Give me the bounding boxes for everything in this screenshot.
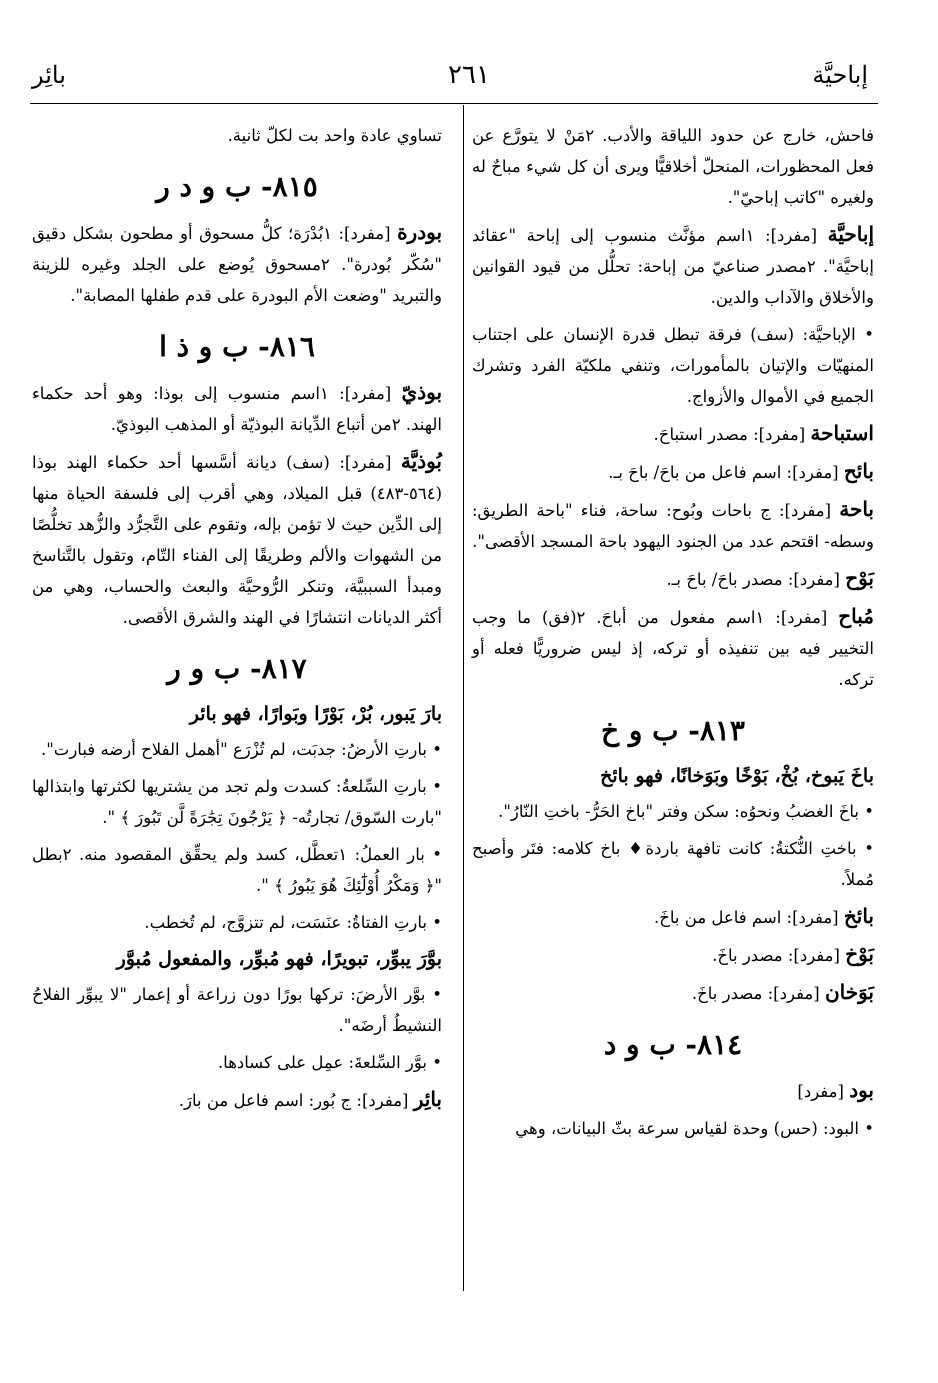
headword: مُباح: [838, 604, 875, 628]
root-heading: ٨١٣- ب و خ: [601, 714, 745, 747]
headword: استباحة: [810, 421, 874, 445]
left-column: [32, 120, 442, 1122]
definition: [مفرد]: ١اسم مؤنَّث منسوب إلى إباحة "عقائد إباحيَّة". ٢مصدر صناعيّ من إباحة: تحلُّل من قيود القوانين والأخلاق والآداب والدين.: [472, 226, 874, 307]
running-head-right: إباحيَّة: [812, 61, 868, 89]
headword: بودرة: [397, 220, 443, 244]
headword: بائِر: [413, 1087, 442, 1111]
definition: [مفرد]: اسم فاعل من باحَ/ باحَ بـ.: [608, 463, 844, 482]
header-rule: [30, 103, 878, 104]
definition: [مفرد]: (سف) ديانة أسَّسها أحد حكماء الهند بوذا (٥٦٤-٤٨٣) قبل الميلاد، وهي أقرب إلى فلسفة الحياة منها إلى الدِّين حيث لا تؤمن بإله، وتقوم على التَّجرُّد والزُّهد تخلُّصًا من الشهوات والألم وطريقًا إلى الفناء التّام، وتقول بالتَّناسخ ومبدأ السببيَّة، وتنكر الرُّوحيَّة والبعث والحساب، وهي من أكثر الديانات انتشارًا في الهند والشرق الأقصى.: [32, 453, 442, 627]
definition: [مفرد]: مصدر باحَ/ باحَ بـ.: [666, 570, 846, 589]
entry: [472, 494, 874, 557]
definition: [مفرد]: مصدر استباحَ.: [653, 425, 811, 444]
page-number: ٢٦١: [448, 60, 490, 90]
entry: [32, 1084, 442, 1116]
sub-entry: • بارتِ الأرضُ: جدبَت، لم تُزْرَع "أهمل الفلاح أرضه فبارت".: [40, 740, 442, 759]
definition: [مفرد]: ١اسم مفعول من أباحَ. ٢(فق) ما وجب التخيير فيه بين تنفيذه أو تركه، إذ ليس ضروريًّا فعله أو تركه.: [472, 608, 874, 689]
entry: [472, 901, 874, 933]
sub-entry: • باخَ الغضبُ ونحوُه: سكن وفتر "باخ الحَرُّ- باختِ النّارُ".: [498, 802, 874, 821]
entry: [472, 418, 874, 450]
entry: [472, 456, 874, 488]
right-column: [472, 120, 874, 1150]
entry: [32, 217, 442, 311]
definition: [مفرد]: ج بُور: اسم فاعل من بارَ.: [178, 1091, 414, 1110]
sub-entry: • بوَّر الأرضَ: تركها بورًا دون زراعة أو إعمار "لا يبوِّر الفلاحُ النشيطُ أرضَه".: [32, 985, 442, 1035]
sub-entry: • بوَّر السِّلعةَ: عمِل على كسادها.: [217, 1053, 442, 1072]
headword: بَوْخ: [845, 942, 874, 966]
definition: [مفرد]: ١اسم منسوب إلى بوذا: وهو أحد حكماء الهند. ٢من أتباع الدِّيانة البوذيّة أو المذهب البوذيّ.: [32, 384, 442, 434]
headword: إباحيَّة: [827, 222, 874, 246]
sub-entry: • بار العملُ: ١تعطَّل، كسد ولم يحقِّق المقصود منه. ٢بطل "﴿ وَمَكْرُ أُوْلَٰٓئِكَ هُوَ يَبُورُ ﴾ ".: [32, 845, 442, 895]
headword: بوذيّ: [401, 380, 443, 404]
sub-entry: • بارتِ السِّلعةُ: كسدت ولم تجد من يشتريها لكثرتها وابتذالها "بارت السّوق/ تجارتُه- ﴿ يَرْجُونَ تِجَٰرَةً لَّن تَبُورَ ﴾ ".: [32, 777, 442, 827]
verb-line: باخَ يَبوخ، بُخْ، بَوْخًا وبَوَخانًا، فهو بائخ: [600, 765, 874, 787]
headword: بَوْح: [845, 566, 874, 590]
root-heading: ٨١٥- ب و د ر: [156, 170, 318, 203]
verb-line: بوَّرَ يبوِّر، تبويرًا، فهو مُبوِّر، والمفعول مُبوَّر: [116, 948, 442, 970]
entry: [472, 1075, 874, 1107]
definition: [مفرد]: ١بُدْرَة؛ كلُّ مسحوق أو مطحون بشكل دقيق "سُكّر بُودرة". ٢مسحوق يُوضع على الجلد وغيره للزينة والتبريد "وضعت الأم البودرة على قدم طفلها المصابة".: [32, 224, 443, 305]
sub-entry: • باختِ النُّكتةُ: كانت تافهة باردة♦ باخ كلامه: فتَر وأصبح مُملاً.: [472, 839, 874, 889]
entry: [32, 377, 442, 440]
headword: بَوَخان: [824, 980, 874, 1004]
entry: [32, 446, 442, 633]
root-heading: ٨١٧- ب و ر: [167, 652, 307, 685]
sub-entry: • بارتِ الفتاةُ: عنَسَت، لم تتزوَّج، لم تُخطب.: [144, 913, 442, 932]
entry: [472, 939, 874, 971]
definition: [مفرد]: [797, 1082, 850, 1101]
definition: [مفرد]: اسم فاعل من باخَ.: [654, 908, 844, 927]
definition: [مفرد]: ج باحات وبُوح: ساحة، فناء "باحة الطريق: وسطه- اقتحم عدد من الجنود اليهود باحة المسجد الأقصى".: [472, 501, 874, 551]
entry: [472, 563, 874, 595]
root-heading: ٨١٤- ب و د: [603, 1028, 743, 1061]
headword: بُوذيَّة: [400, 449, 442, 473]
root-heading: ٨١٦- ب و ذ ا: [159, 330, 315, 363]
headword: باحة: [839, 497, 874, 521]
sub-entry: • الإباحيَّة: (سف) فرقة تبطل قدرة الإنسان على اجتناب المنهيّات والإتيان بالمأمورات، وتنفي ملكيّة الفرد وتشرك الجميع في الأموال والأزواج.: [472, 325, 874, 406]
entry: [472, 977, 874, 1009]
entry: [472, 601, 874, 695]
definition: [مفرد]: مصدر باخَ.: [712, 946, 846, 965]
entry: [472, 219, 874, 313]
continued-text: فاحش، خارج عن حدود اللياقة والأدب. ٢مَنْ لا يتورَّع عن فعل المحظورات، المنحلّ أخلاقيًّا ويرى أن كل شيء مباحٌ له ولغيره "كاتب إباحيّ".: [472, 126, 874, 207]
running-head-left: بائِر: [32, 61, 66, 89]
definition: [مفرد]: مصدر باخَ.: [691, 984, 825, 1003]
continued-text: تساوي عادة واحد بت لكلّ ثانية.: [227, 126, 442, 145]
verb-line: بارَ يَبور، بُرْ، بَوْرًا وبَوارًا، فهو بائر: [189, 703, 442, 725]
headword: بائخ: [843, 904, 874, 928]
sub-entry: • البود: (حس) وحدة لقياس سرعة بثّ البيانات، وهي: [515, 1119, 874, 1138]
headword: بود: [849, 1078, 874, 1102]
headword: بائح: [843, 459, 874, 483]
column-divider: [463, 105, 464, 1291]
